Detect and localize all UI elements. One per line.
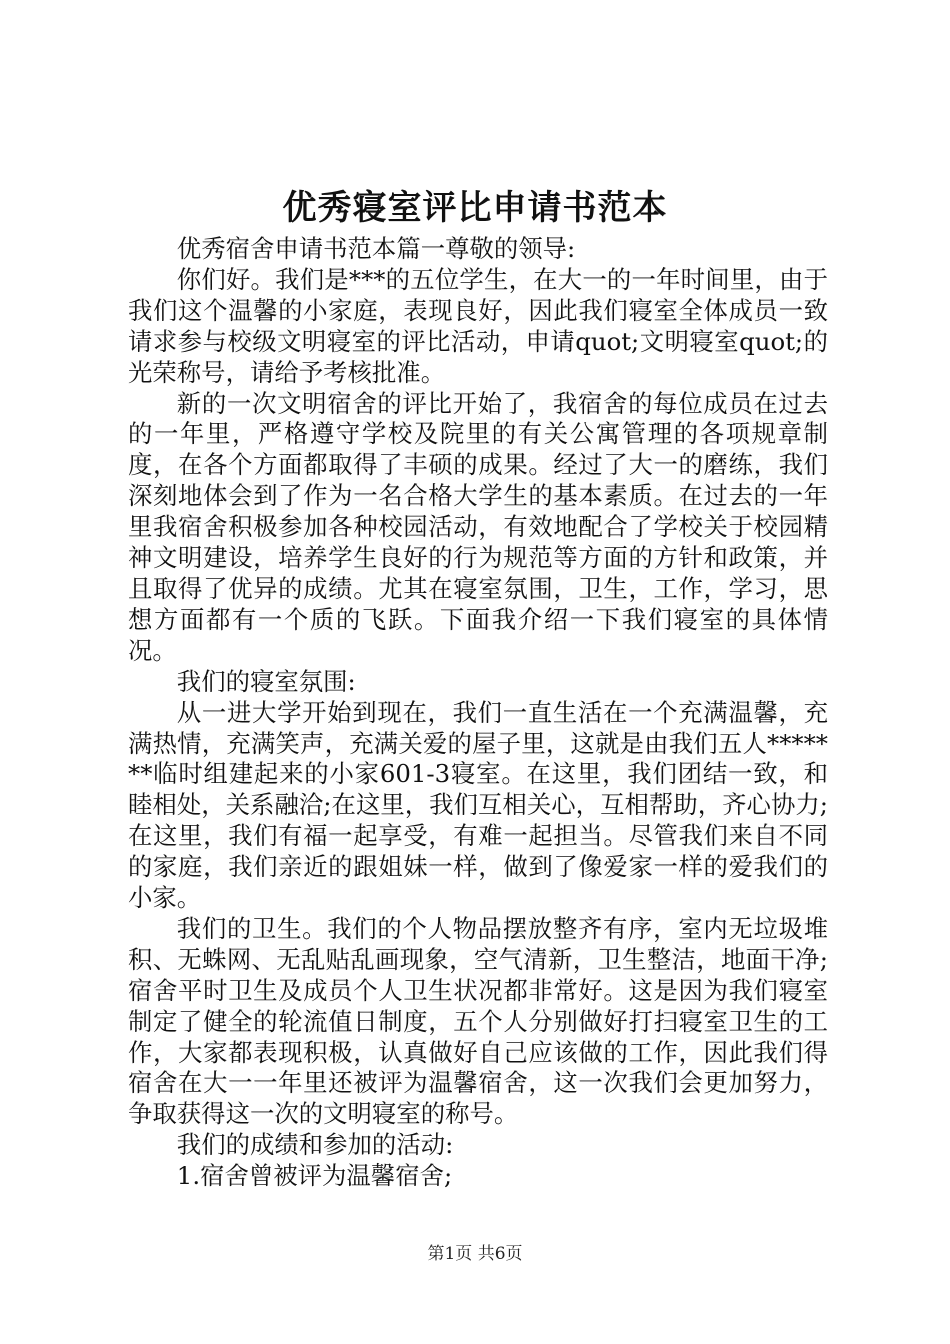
paragraph-salutation: 优秀宿舍申请书范本篇一尊敬的领导:	[176, 234, 576, 263]
list-item-achievement: 1.宿舍曾被评为温馨宿舍;	[176, 1161, 453, 1191]
document-title: 优秀寝室评比申请书范本	[282, 188, 668, 228]
page-number-footer: 第1页 共6页	[427, 1244, 523, 1264]
document-body	[128, 234, 828, 1192]
paragraph-greeting: 你们好。我们是***的五位学生，在大一的一年时间里，由于我们这个温馨的小家庭，表现良好，因此我们寝室全体成员一致请求参与校级文明寝室的评比活动，申请quot;文明寝室quot;的光荣称号，请给予考核批准。	[128, 264, 828, 387]
paragraph-hygiene: 我们的卫生。我们的个人物品摆放整齐有序，室内无垃圾堆积、无蛛网、无乱贴乱画现象，空气清新，卫生整洁，地面干净;宿舍平时卫生及成员个人卫生状况都非常好。这是因为我们寝室制定了健全的轮流值日制度，五个人分别做好打扫寝室卫生的工作，大家都表现积极，认真做好自己应该做的工作，因此我们得宿舍在大一一年里还被评为温馨宿舍，这一次我们会更加努力，争取获得这一次的文明寝室的称号。	[128, 913, 828, 1129]
section-heading-achievements: 我们的成绩和参加的活动:	[176, 1130, 454, 1160]
paragraph-atmosphere: 从一进大学开始到现在，我们一直生活在一个充满温馨，充满热情，充满笑声，充满关爱的屋子里，这就是由我们五人*******临时组建起来的小家601-3寝室。在这里，我们团结一致，和睦相处，关系融洽;在这里，我们互相关心，互相帮助，齐心协力;在这里，我们有福一起享受，有难一起担当。尽管我们来自不同的家庭，我们亲近的跟姐妹一样，做到了像爱家一样的爱我们的小家。	[128, 697, 828, 913]
section-heading-atmosphere: 我们的寝室氛围:	[176, 666, 356, 696]
paragraph-overview: 新的一次文明宿舍的评比开始了，我宿舍的每位成员在过去的一年里，严格遵守学校及院里的有关公寓管理的各项规章制度，在各个方面都取得了丰硕的成果。经过了大一的磨练，我们深刻地体会到了作为一名合格大学生的基本素质。在过去的一年里我宿舍积极参加各种校园活动，有效地配合了学校关于校园精神文明建设，培养学生良好的行为规范等方面的方针和政策，并且取得了优异的成绩。尤其在寝室氛围，卫生，工作，学习，思想方面都有一个质的飞跃。下面我介绍一下我们寝室的具体情况。	[128, 388, 828, 665]
